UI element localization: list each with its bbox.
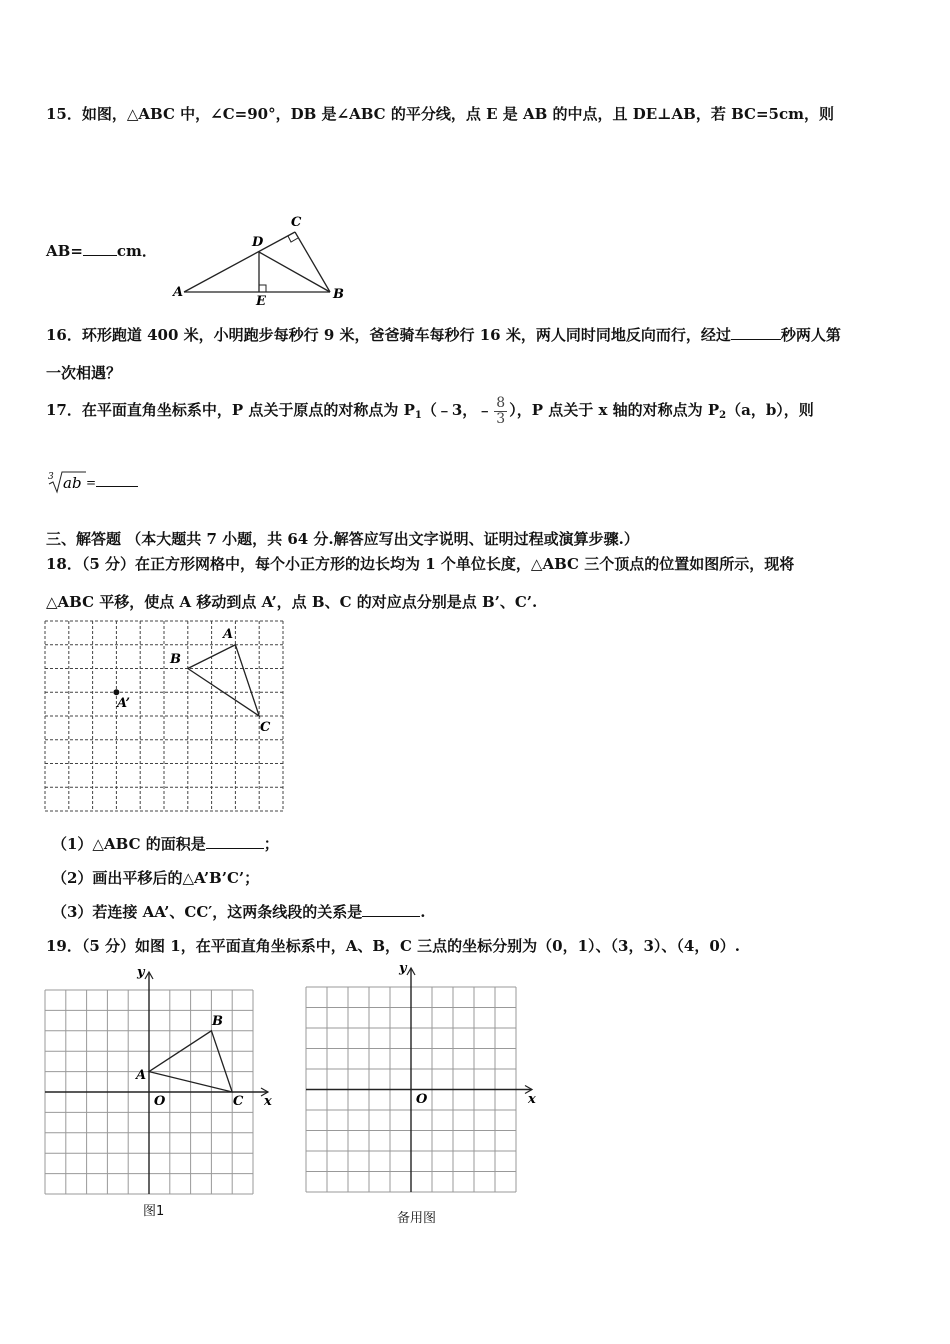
q18-grid-figure [44,620,286,814]
q19-fig1-label-y: y [137,965,145,980]
q17-cube-root-answer [46,470,138,494]
q18-sub3-prefix: （3）若连接 AA’、CC′，这两条线段的关系是 [52,903,363,921]
q19-figure1-coordinate-grid [40,962,280,1202]
q15-line1: 15．如图，△ABC 中，∠C=90°，DB 是∠ABC 的平分线，点 E 是 AB 的中点，且 DE⊥AB，若 BC=5cm，则 [46,105,834,123]
q19-fig1-label-b: B [212,1014,223,1029]
q18-line2: △ABC 平移，使点 A 移动到点 A’，点 B、C 的对应点分别是点 B’、C’. [46,593,538,611]
q15-label-d: D [252,235,264,250]
q16-line1 [46,324,841,345]
q19-fig2-label-x: x [528,1092,536,1107]
q18-sub3-blank[interactable] [362,902,420,917]
q17-sub1: 1 [414,410,422,422]
q15-label-b: B [333,287,344,302]
q17-radicand: ab [63,474,82,492]
q17-part1: 17．在平面直角坐标系中，P 点关于原点的对称点为 P [46,401,415,420]
q18-line1: 18．（5 分）在正方形网格中，每个小正方形的边长均为 1 个单位长度，△ABC 三个顶点的位置如图所示，现将 [46,555,795,573]
q17-part2: （﹣3，﹣ [421,401,493,420]
q15-label-e: E [256,294,266,307]
q16-answer-blank[interactable] [731,325,781,340]
q17-answer-blank[interactable] [96,472,138,487]
q17-root-index: 3 [48,472,54,482]
q19-fig1-label-o: O [154,1094,166,1109]
q15-triangle-figure [170,212,350,307]
q16-line2: 一次相遇？ [46,364,122,382]
q19-spare-coordinate-grid [300,960,542,1200]
q16-text-b: 秒两人第 [780,326,841,344]
q19-fig1-label-c: C [233,1094,244,1109]
q17-sub2: 2 [719,410,727,422]
q17-equals: = [86,475,97,490]
q17-frac-num: 8 [496,395,506,411]
q17-fraction [494,396,507,426]
q17-radical-sign [46,470,86,494]
q18-sub1-prefix: （1）△ABC 的面积是 [52,835,206,853]
q19-fig2-label-y: y [399,961,407,976]
q18-label-a: A [223,627,234,642]
q18-label-c: C [260,720,271,735]
q18-sub2: （2）画出平移后的△A’B’C’； [52,869,260,887]
q18-sub3 [52,901,425,922]
q15-ans-prefix: AB= [46,242,83,260]
q18-sub1-suffix: ； [263,835,279,853]
q15-answer-blank[interactable] [83,241,117,256]
q18-label-b: B [170,652,181,667]
q17-frac-den: 3 [496,410,506,427]
q18-sub1-blank[interactable] [206,834,264,849]
q18-sub3-suffix: . [420,903,426,921]
q19-fig1-caption: 图1 [143,1204,165,1219]
q17-part3: ），P 点关于 x 轴的对称点为 P [509,401,720,420]
q15-answer-line [46,240,157,261]
q16-text-a: 16．环形跑道 400 米，小明跑步每秒行 9 米，爸爸骑车每秒行 16 米，两人同时同地反向而行，经过 [46,326,731,344]
q17-part4: （a，b），则 [726,401,814,420]
q15-label-c: C [291,215,302,230]
section3-title: 三、解答题 （本大题共 7 小题，共 64 分.解答应写出文字说明、证明过程或演算步骤.） [46,530,639,548]
q19-fig2-caption: 备用图 [397,1211,437,1226]
q19-line1: 19．（5 分）如图 1，在平面直角坐标系中，A、B，C 三点的坐标分别为（0，1）、（3，3）、（4，0）. [46,937,741,955]
q19-fig2-label-o: O [416,1092,428,1107]
q19-fig1-label-a: A [136,1068,147,1083]
q15-label-a: A [173,285,184,300]
q17-line1 [46,396,814,426]
q18-sub1 [52,833,279,854]
q18-label-a-prime: A’ [117,696,131,711]
q19-fig1-label-x: x [264,1094,272,1109]
q15-ans-suffix: cm． [116,242,157,260]
